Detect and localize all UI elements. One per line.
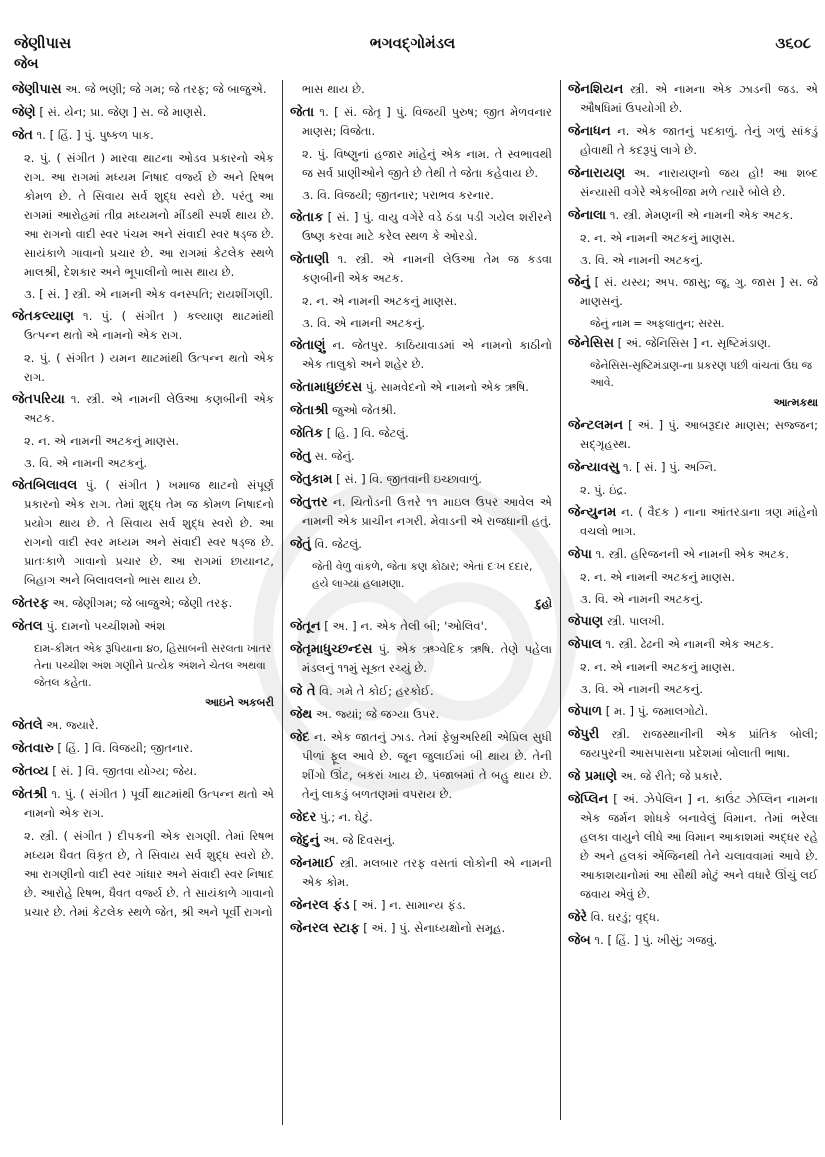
headword: જેતલ	[12, 619, 43, 634]
headword: જેનરલ સ્ટાફ	[290, 921, 360, 936]
definition: સ. જેનું.	[310, 449, 355, 463]
dictionary-entry	[12, 476, 274, 590]
book-title: ભગવદ્ગોમંડલ	[369, 34, 456, 52]
dictionary-entry	[568, 416, 818, 454]
headword: જેપાલ	[568, 637, 602, 652]
definition: ૧. સ્ત્રી. એ નામની લેઉઆ કણબીની એક અટક.	[24, 392, 274, 425]
sense-definition: ૨. ન. એ નામની અટકનું માણસ.	[24, 434, 180, 448]
dictionary-entry	[12, 103, 274, 122]
definition: ૧. પું. ( સંગીત ) કલ્યાણ થાટમાંથી ઉત્પન્ન થતો એ નામનો એક રાગ.	[24, 309, 274, 342]
sense-definition: ૨. ન. એ નામની અટકનું માણસ.	[580, 231, 736, 245]
headword: જેતૃમાધુચ્છન્દસ	[290, 642, 373, 657]
headword: જેનાલા	[568, 208, 607, 223]
definition: ૧. પું. ( સંગીત ) પૂર્વી થાટમાંથી ઉત્પન્ન થતો એ નામનો એક રાગ.	[24, 787, 274, 820]
dictionary-entry	[12, 762, 274, 781]
definition: [ અં. જેનિસિસ ] ન. સૃષ્ટિમંડાણ.	[613, 336, 771, 350]
definition: ન. જેતપુર. કાઠિયાવાડમાં એ નામનો કાઠીનો એક તાલુકો અને શહેર છે.	[302, 338, 552, 371]
definition: અ. જ્યારે.	[42, 718, 99, 732]
headword: જેનારાયણ	[568, 166, 626, 181]
headword: જેતું	[290, 537, 311, 552]
dictionary-entry	[568, 503, 818, 541]
definition: [ સં. યસ્ય; અપ. જાસુ; જૂ. ગુ. જાસ ] સ. જે માણસનું.	[580, 275, 818, 308]
definition: સ્ત્રી. રાજસ્થાનીની એક પ્રાંતિક બોલી; જયપુરની આસપાસના પ્રદેશમાં બોલાતી ભાષા.	[580, 727, 818, 760]
page-number: ૩૬૦૮	[775, 34, 811, 52]
headword: જેતપરિયા	[12, 392, 65, 407]
definition: [ અં. ] પું. આબરૂદાર માણસ; સજ્જન; સદ્ગૃહસ્થ.	[580, 418, 818, 451]
dictionary-entry	[12, 594, 274, 613]
dictionary-entry	[290, 831, 552, 850]
headword: જેપાણ	[568, 614, 604, 629]
headword: જેતુકામ	[290, 472, 333, 487]
dictionary-entry	[12, 739, 274, 758]
definition: [ અ. ] ન. એક તેલી બી; 'ઓલિવ'.	[320, 619, 488, 633]
definition: અ. નારાયણનો જય હો! આ શબ્દ સંન્યાસી વગેરે એકબીજા મળે ત્યારે બોલે છે.	[580, 166, 818, 199]
citation-quote: જેનેસિસ-સૃષ્ટિમંડાણ-ના પ્રકરણ પછી વાંચતાં ઉંઘ જ આવે.	[590, 359, 812, 389]
citation-source: આત્મકથા	[773, 396, 818, 409]
citation-source: આઇને અકબરી	[205, 696, 274, 709]
dictionary-entry	[290, 919, 552, 938]
sense-definition: ૩. વિ. એ નામની અટકનું.	[580, 253, 704, 267]
headword: જેતામાધુછંદસ	[290, 380, 363, 395]
definition: પું. એક ઋગ્વેદિક ઋષિ. તેણે પહેલા મંડલનું ૧૧મું સૂક્ત રચ્યું છે.	[302, 642, 552, 675]
definition: ન. એક જાતનું પદકાળું. તેનું ગળું સાંકડું હોવાથી તે કદરૂપું લાગે છે.	[580, 124, 818, 157]
citation-quote: જેતી વેળુ વાંકળે, જેતા કણ કોઠાર; એતાં દઃખ દદાર, હયે લાગ્યાં હલામણા.	[312, 560, 533, 590]
dictionary-entry	[290, 808, 552, 827]
definition: સ્ત્રી. એ નામના એક ઝાડની જડ. એ ઔષધિમાં ઉપયોગી છે.	[580, 82, 818, 115]
headword: જેતુત્તર	[290, 495, 328, 510]
headword: જેતલે	[12, 718, 43, 733]
headword: જેતવારુ	[12, 741, 54, 756]
headword: જેતાશ્રી	[290, 403, 329, 418]
dictionary-entry	[568, 612, 818, 631]
headword: જેદુનું	[290, 833, 320, 848]
dictionary-entry	[290, 728, 552, 804]
definition: અ. જેણીગમ; જે બાજુએ; જેણી તરફ.	[48, 596, 233, 610]
dictionary-entry	[568, 273, 818, 311]
headword: જેતિક	[290, 426, 324, 441]
dictionary-entry	[568, 767, 818, 786]
headword: જેણીપાસ	[12, 82, 62, 97]
headword: જેનરલ ફંડ	[290, 898, 350, 913]
headword: જેનાધન	[568, 124, 611, 139]
citation-source: દુહો	[535, 597, 552, 610]
sense-definition: ૨. ન. એ નામની અટકનું માણસ.	[302, 294, 458, 308]
definition: ૧. સ્ત્રી. એ નામની લેઉઆ તેમ જ કડવા કણબીની એક અટક.	[302, 252, 552, 285]
sense-definition: ૨. પું. ( સંગીત ) મારવા થાટના ઓડવ પ્રકારનો એક રાગ. આ રાગમાં મધ્યમ નિષાદ વર્જ્ય છે અને રિષભ કોમળ છે. તે સિવાય સર્વ શુદ્ધ સ્વરો છે. પરંતુ આ રાગમાં આરોહમાં તીવ્ર મધ્યમનો મીંડથી સ્પર્શ થાય છે. આ રાગનો વાદી સ્વર પંચમ અને સંવાદી સ્વર ષડ્જ છે. સાયંકાળે ગાવાનો પ્રચાર છે. આ રાગમાં કેટલેક સ્થળે માલશ્રી, દેશકાર અને ભૂપાલીનો ભાસ થાય છે.	[24, 151, 274, 279]
definition: [ સં. ] વિ. જીતવાની ઇચ્છાવાળું.	[332, 472, 482, 486]
dictionary-entry	[12, 80, 274, 99]
dictionary-entry	[290, 336, 552, 374]
sense-definition: ૩. વિ. એ નામની અટકનું.	[24, 456, 148, 470]
dictionary-entry	[290, 103, 552, 141]
definition: ૧. [ હિં. ] પું. પુષ્કળ પાક.	[32, 128, 154, 142]
dictionary-entry	[12, 126, 274, 145]
dictionary-entry	[12, 785, 274, 823]
dictionary-entry	[290, 493, 552, 531]
citation-quote: જેનું નામ = અફલાતુન; સરસ.	[590, 317, 725, 330]
definition: ન. એક જાતનું ઝાડ. તેમાં ફેબ્રુઅરિથી એપ્રિલ સુધી પીળાં ફૂલ આવે છે. જૂન જુલાઈમાં બી થાય છે. તેની શીંગો ઊંટ, બકરાં ખાય છે. પંજાબમાં તે બહુ થાય છે. તેનું લાકડું બળતણમાં વપરાય છે.	[302, 730, 552, 801]
headword: જેનમાઈ	[290, 856, 335, 871]
definition: [ હિં. ] વિ. વિજયી; જીતનાર.	[53, 741, 194, 755]
sense-definition: ૩. વિ. એ નામની અટકનું.	[580, 592, 704, 606]
page-header	[14, 34, 811, 58]
definition: ન. ચિતોડની ઉત્તરે ૧૧ માઇલ ઉપર આવેલ એ નામની એક પ્રાચીન નગરી. મેવાડની એ રાજધાની હતું.	[302, 495, 552, 528]
sense-definition: ૨. પું. ( સંગીત ) યમન થાટમાંથી ઉત્પન્ન થતો એક રાગ.	[24, 351, 274, 384]
headword: જેતાક	[290, 210, 324, 225]
definition: વિ. જેટલું.	[310, 537, 362, 551]
definition: પું. ( સંગીત ) ખમાજ થાટનો સંપૂર્ણ પ્રકારનો એક રાગ. તેમાં શુદ્ધ તેમ જ કોમળ નિષાદનો પ્રયોગ થાય છે. તે સિવાય સર્વ શુદ્ધ સ્વરો છે. આ રાગનો વાદી સ્વર મધ્યમ અને સંવાદી સ્વર ષડ્જ છે. પ્રાતઃકાળે ગાવાનો પ્રચાર છે. આ રાગમાં છાયાનટ, બિહાગ અને બિલાવલનો ભાસ થાય છે.	[24, 478, 274, 587]
headword: જેન્ટલમન	[568, 418, 624, 433]
definition: [ સં. ] પું. વાયુ વગેરે વડે ઠંડા પડી ગયેલ શરીરને ઉષ્ણ કરવા માટે કરેલ સ્થળ કે ઓરડો.	[302, 210, 552, 243]
sense-definition: ૨. પું. ઇંદ્ર.	[580, 483, 628, 497]
sense-definition: ૩. વિ. એ નામની અટકનું.	[302, 316, 426, 330]
dictionary-entry	[290, 401, 552, 420]
headword: જેતશ્રી	[12, 787, 48, 802]
headword: જેનશિયન	[568, 82, 624, 97]
headword: જેણે	[12, 105, 36, 120]
dictionary-entry	[290, 535, 552, 554]
dictionary-entry	[568, 80, 818, 118]
headword: જેરે	[568, 910, 588, 925]
citation-quote: દામ-કીમત એક રૂપિયાના ૪૦, હિસાબની સરલતા ખાતર તેના પચ્ચીશ અંશ ગણીને પ્રત્યેક અંશને ચેતલ અથવા જેતલ કહેતા.	[34, 642, 272, 689]
dictionary-entry	[290, 854, 552, 892]
definition: [ સં. ] વિ. જીતવા યોગ્ય; જેય.	[48, 764, 198, 778]
column-divider	[282, 80, 283, 1125]
definition: [ સં. યેન; પ્રા. જેણ ] સ. જે માણસે.	[35, 105, 207, 119]
definition: ૧. સ્ત્રી. ઢેઢની એ નામની એક અટક.	[601, 637, 774, 651]
definition: ૧. [ સં. ] પું. અગ્નિ.	[619, 460, 717, 474]
dictionary-entry	[290, 250, 552, 288]
sense-definition: ૨. ન. એ નામની અટકનું માણસ.	[580, 570, 736, 584]
sense-definition: ૩. વિ. એ નામની અટકનું.	[580, 682, 704, 696]
definition: ૧. સ્ત્રી. હરિજનની એ નામની એક અટક.	[591, 547, 790, 561]
definition: ૧. [ સં. જેતૃ ] પું. વિજયી પુરુષ; જીત મેળવનાર માણસ; વિજેતા.	[302, 105, 552, 138]
dictionary-entry	[568, 545, 818, 564]
guide-word-first: જેણીપાસ	[14, 34, 72, 52]
definition: [ અં. ] પું. સેનાધ્યક્ષોનો સમૂહ.	[359, 921, 506, 935]
dictionary-entry	[568, 122, 818, 160]
dictionary-entry	[290, 640, 552, 678]
headword: જેતાણું	[290, 338, 326, 353]
headword: જેતુ	[290, 449, 311, 464]
headword: જેતૂન	[290, 619, 321, 634]
dictionary-entry	[12, 390, 274, 428]
dictionary-entry	[568, 725, 818, 763]
dictionary-entry	[290, 424, 552, 443]
dictionary-entry	[568, 702, 818, 721]
continued-text: ભાસ થાય છે.	[302, 82, 365, 96]
dictionary-entry	[12, 617, 274, 636]
headword: જે તે	[290, 684, 316, 699]
definition: [ હિ. ] વિ. જેટલું.	[323, 426, 409, 440]
headword: જેતાણી	[290, 252, 330, 267]
definition: વિ. ગમે તે કોઈ; હરકોઈ.	[315, 684, 434, 698]
headword: જેદર	[290, 810, 317, 825]
headword: જેતા	[290, 105, 315, 120]
dictionary-entry	[290, 896, 552, 915]
headword: જેપાળ	[568, 704, 603, 719]
dictionary-entry	[290, 617, 552, 636]
dictionary-entry	[290, 447, 552, 466]
definition: અ. જ્યાં; જે જગ્યા ઉપર.	[312, 707, 440, 721]
definition: [ મ. ] પું. જમાલગોટો.	[602, 704, 709, 718]
definition: [ અં. ] ન. સામાન્ય ફંડ.	[349, 898, 466, 912]
dictionary-entry	[568, 164, 818, 202]
dictionary-entry	[568, 790, 818, 904]
dictionary-entry	[568, 931, 818, 950]
sense-definition: ૨. સ્ત્રી. ( સંગીત ) દીપકની એક રાગણી. તેમાં રિષભ મધ્યમ ધૈવત વિકૃત છે, તે સિવાય સર્વ શુદ્ધ સ્વરો છે. આ રાગણીનો વાદી સ્વર ગાંધાર અને સંવાદી સ્વર નિષાદ છે. આરોહે રિષભ, ધૈવત વર્જ્ય છે. તે સાયંકાળે ગાવાનો પ્રચાર છે. તેમાં કેટલેક સ્થળે જેત, શ્રી અને પૂર્વી રાગનો	[24, 829, 274, 919]
dictionary-entry	[290, 682, 552, 701]
definition: પું. દામનો પચ્ચીશમો અંશ	[42, 619, 166, 633]
headword: જેનું	[568, 275, 590, 290]
definition: અ. જે ભણી; જે ગમ; જે તરફ; જે બાજુએ.	[61, 82, 267, 96]
dictionary-entry	[290, 470, 552, 489]
headword: જેથ	[290, 707, 313, 722]
headword: જેતરફ	[12, 596, 49, 611]
definition: [ અં. ઝેપેલિન ] ન. કાઉંટ ઝેપ્લિન નામના એક જર્મન શોધકે બનાવેલું વિમાન. તેમાં ભરેલા હલકા વાયુને લીધે આ વિમાન આકાશમાં અદ્ધર રહે છે અને હલકાં એંજિનથી તેને ચલાવવામાં આવે છે. આકાશયાનોમાં આ સૌથી મોટું અને વધારે ઊંચું લઈ જવાય એવું છે.	[580, 792, 818, 901]
dictionary-entry	[568, 635, 818, 654]
sense-definition: ૩. [ સં. ] સ્ત્રી. એ નામની એક વનસ્પતિ; રાયશીંગણી.	[24, 287, 273, 301]
column-2	[290, 80, 552, 1140]
dictionary-entry	[568, 334, 818, 353]
headword: જેપા	[568, 547, 592, 562]
headword: જેન્યુનમ	[568, 505, 617, 520]
dictionary-entry	[12, 716, 274, 735]
headword: જેતવ્ય	[12, 764, 49, 779]
dictionary-entry	[568, 908, 818, 927]
definition: પું. સામવેદનો એ નામનો એક ઋષિ.	[362, 380, 529, 394]
dictionary-entry	[568, 206, 818, 225]
definition: સ્ત્રી. પાલખી.	[603, 614, 665, 628]
headword: જેબ	[568, 933, 591, 948]
sense-definition: ૨. પું. વિષ્ણુનાં હજાર માંહેનું એક નામ. તે સ્વભાવથી જ સર્વ પ્રાણીઓને જીતે છે તેથી તે જેતા કહેવાય છે.	[302, 147, 552, 180]
sense-definition: ૨. ન. એ નામની અટકનું માણસ.	[580, 660, 736, 674]
dictionary-entry	[12, 307, 274, 345]
guide-word-last: જેબ	[14, 56, 39, 72]
definition: ૧. સ્ત્રી. મેમણની એ નામની એક અટક.	[606, 208, 794, 222]
definition: વિ. ઘરડું; વૃદ્ધ.	[587, 910, 660, 924]
headword: જેતકલ્યાણ	[12, 309, 75, 324]
column-divider	[560, 80, 561, 1120]
headword: જેન્યાવસુ	[568, 460, 620, 475]
definition: અ. જે દિવસનું.	[319, 833, 396, 847]
headword: જેપ્લિન	[568, 792, 609, 807]
definition: સ્ત્રી. મલબાર તરફ વસતાં લોકોની એ નામની એક કોમ.	[302, 856, 552, 889]
dictionary-entry	[568, 458, 818, 477]
dictionary-entry	[290, 378, 552, 397]
column-3	[568, 80, 818, 1140]
definition: અ. જે રીતે; જે પ્રકારે.	[616, 769, 723, 783]
column-1	[12, 80, 274, 1140]
dictionary-columns	[12, 80, 818, 1140]
dictionary-entry	[290, 208, 552, 246]
definition: પું.; ન. ઘેટું.	[316, 810, 373, 824]
definition: જુઓ જેતશ્રી.	[328, 403, 397, 417]
dictionary-entry	[290, 705, 552, 724]
definition: ન. ( વૈદક ) નાના આંતરડાના ત્રણ માંહેનો વચલો ભાગ.	[580, 505, 818, 538]
headword: જે પ્રમાણે	[568, 769, 617, 784]
headword: જેદ	[290, 730, 310, 745]
definition: ૧. [ હિં. ] પું. ખીસું; ગજવું.	[590, 933, 718, 947]
sense-definition: ૩. વિ. વિજયી; જીતનાર; પરાભવ કરનાર.	[302, 188, 494, 202]
headword: જેતબિલાવલ	[12, 478, 78, 493]
headword: જેનેસિસ	[568, 336, 614, 351]
headword: જેપુરી	[568, 727, 600, 742]
headword: જેત	[12, 128, 33, 143]
